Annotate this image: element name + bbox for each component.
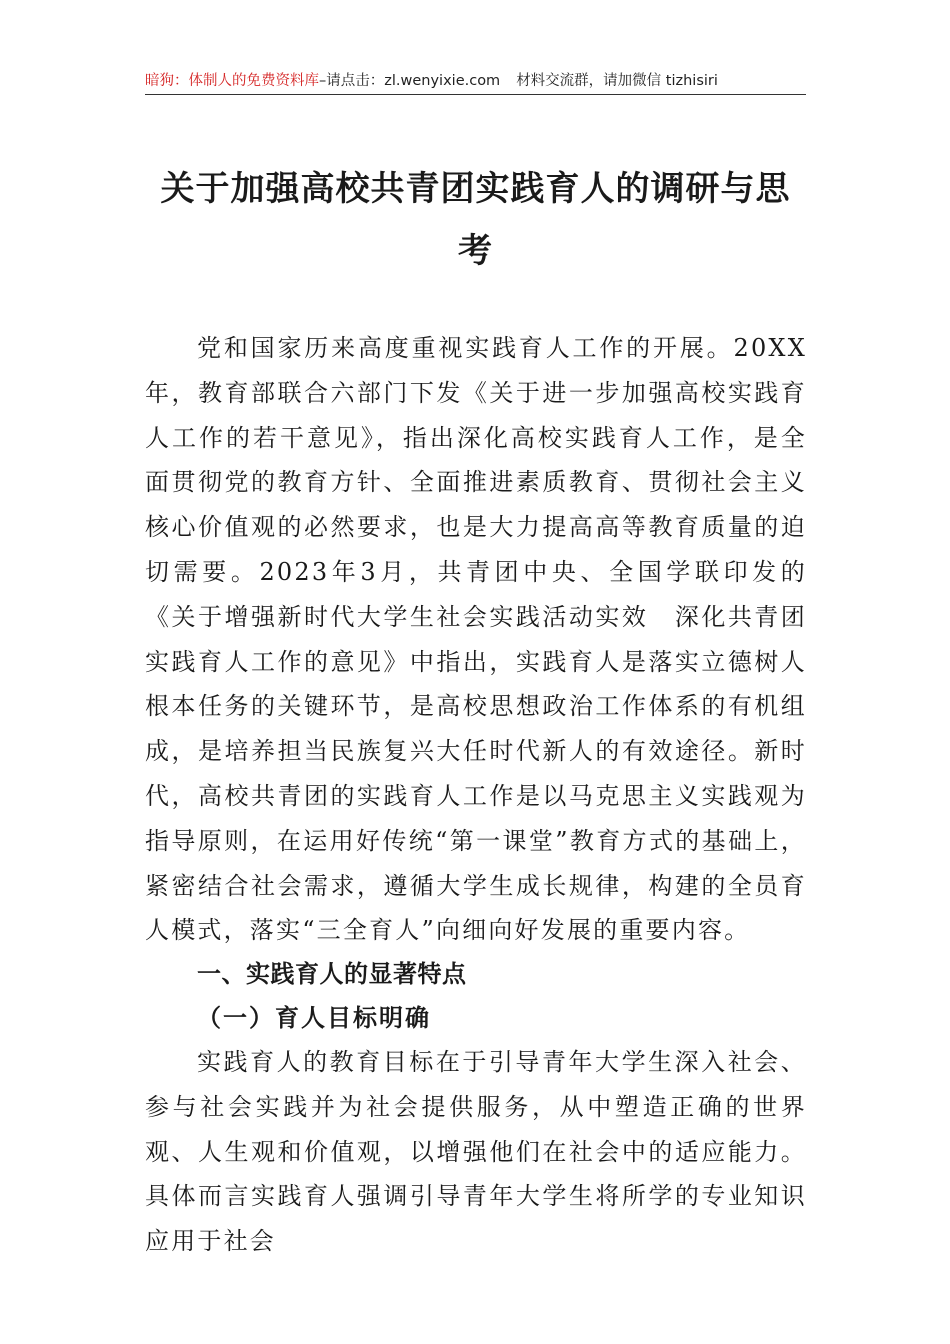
subsection-heading: （一）育人目标明确 [197, 1003, 431, 1032]
subsection-paragraph: 实践育人的教育目标在于引导青年大学生深入社会、参与社会实践并为社会提供服务，从中塑造正确的世界观、人生观和价值观，以增强他们在社会中的适应能力。具体而言实践育人强调引导青年大学生将所学的专业知识应用于社会 [145, 1048, 807, 1256]
header-brand: 暗狗：体制人的免费资料库 [145, 73, 319, 89]
section-heading: 一、实践育人的显著特点 [197, 960, 467, 988]
header-contact: 材料交流群，请加微信 tizhisiri [516, 73, 718, 89]
header-url-link[interactable]: zl.wenyixie.com [384, 73, 501, 89]
page-header [145, 70, 805, 94]
document-title: 关于加强高校共青团实践育人的调研与思考 [160, 169, 791, 271]
intro-paragraph: 党和国家历来高度重视实践育人工作的开展。20XX年，教育部联合六部门下发《关于进一步加强高校实践育人工作的若干意见》，指出深化高校实践育人工作，是全面贯彻党的教育方针、全面推进素质教育、贯彻社会主义核心价值观的必然要求，也是大力提高高等教育质量的迫切需要。2023年3月，共青团中央、全国学联印发的《关于增强新时代大学生社会实践活动实效 深化共青团实践育人工作的意见》中指出，实践育人是落实立德树人根本任务的关键环节，是高校思想政治工作体系的有机组成，是培养担当民族复兴大任时代新人的有效途径。新时代，高校共青团的实践育人工作是以马克思主义实践观为指导原则，在运用好传统“第一课堂”教育方式的基础上，紧密结合社会需求，遵循大学生成长规律，构建的全员育人模式，落实“三全育人”向细向好发展的重要内容。 [145, 334, 807, 945]
header-divider [145, 94, 806, 95]
header-click-prompt: –请点击： [319, 73, 385, 89]
